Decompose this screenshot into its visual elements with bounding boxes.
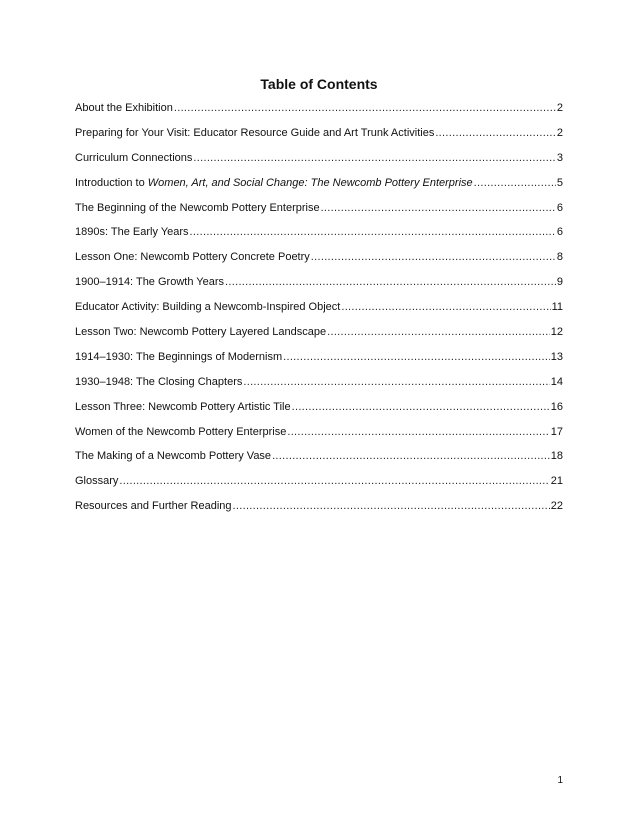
toc-entry-title-text: Curriculum Connections <box>75 151 193 164</box>
toc-page-number: 2 <box>556 126 563 139</box>
toc-dot-leader <box>225 275 556 289</box>
toc-entry-title <box>75 126 434 140</box>
toc-entry-title <box>75 474 118 488</box>
toc-entry-title <box>75 350 282 364</box>
toc-entry-title-text: 1914–1930: The Beginnings of Modernism <box>75 350 283 363</box>
toc-entry-title <box>75 499 232 513</box>
toc-page-number: 6 <box>556 201 563 214</box>
toc-page-number: 11 <box>551 301 563 314</box>
toc-entry-title-text: Lesson Three: Newcomb Pottery Artistic Tile <box>75 400 291 413</box>
toc-entry-title <box>75 225 189 239</box>
toc-entry-title-text: 1930–1948: The Closing Chapters <box>75 375 243 388</box>
toc-dot-leader <box>287 425 549 439</box>
toc-entry-title-text: The Making of a Newcomb Pottery Vase <box>75 450 272 463</box>
toc-entry[interactable] <box>75 101 563 126</box>
toc-entry-title <box>75 400 291 414</box>
toc-dot-leader <box>233 499 550 513</box>
table-of-contents <box>75 101 563 524</box>
toc-entry-title <box>75 300 340 314</box>
toc-entry-title-text: Introduction to <box>75 176 148 189</box>
toc-entry-title <box>75 449 271 463</box>
page-title: Table of Contents <box>260 76 378 92</box>
toc-dot-leader <box>327 325 550 339</box>
toc-entry-title-text: Lesson One: Newcomb Pottery Concrete Poetry <box>75 251 310 264</box>
toc-entry-title-text: The Beginning of the Newcomb Pottery Enterprise <box>75 201 320 214</box>
toc-entry[interactable] <box>75 151 563 176</box>
toc-dot-leader <box>474 176 556 190</box>
toc-page-number: 22 <box>550 500 563 513</box>
toc-page-number: 5 <box>556 176 563 189</box>
toc-entry[interactable] <box>75 225 563 250</box>
toc-entry[interactable] <box>75 350 563 375</box>
toc-entry-title <box>75 151 192 165</box>
toc-page-number: 13 <box>550 350 563 363</box>
toc-entry[interactable] <box>75 499 563 524</box>
toc-dot-leader <box>283 350 550 364</box>
toc-entry[interactable] <box>75 176 563 201</box>
toc-entry[interactable] <box>75 474 563 499</box>
toc-entry-title-text: Glossary <box>75 475 119 488</box>
toc-entry-title-text: Preparing for Your Visit: Educator Resource Guide and Art Trunk Activities <box>75 126 435 139</box>
toc-entry-title-text: 1890s: The Early Years <box>75 226 189 239</box>
toc-entry-title <box>75 250 310 264</box>
toc-page-number: 14 <box>550 375 563 388</box>
toc-dot-leader <box>292 400 550 414</box>
toc-entry[interactable] <box>75 425 563 450</box>
toc-page-number: 21 <box>550 475 563 488</box>
toc-entry-title-text: Educator Activity: Building a Newcomb-Inspired Object <box>75 301 341 314</box>
toc-entry-title <box>75 201 320 215</box>
toc-entry-title-text: 1900–1914: The Growth Years <box>75 276 225 289</box>
toc-dot-leader <box>321 201 556 215</box>
toc-entry-title <box>75 275 224 289</box>
toc-dot-leader <box>193 151 555 165</box>
toc-dot-leader <box>119 474 549 488</box>
toc-page-number: 2 <box>556 102 563 114</box>
toc-entry-title <box>75 101 173 115</box>
toc-entry[interactable] <box>75 300 563 325</box>
toc-entry-title-text: About the Exhibition <box>75 102 173 114</box>
toc-page-number: 17 <box>550 425 563 438</box>
toc-entry-title <box>75 375 242 389</box>
toc-page-number: 16 <box>550 400 563 413</box>
toc-page-number: 3 <box>556 151 563 164</box>
toc-dot-leader <box>341 300 550 314</box>
toc-dot-leader <box>272 449 550 463</box>
toc-entry-title-text: Women of the Newcomb Pottery Enterprise <box>75 425 287 438</box>
toc-entry[interactable] <box>75 375 563 400</box>
toc-entry[interactable] <box>75 250 563 275</box>
toc-entry-title-italic: Women, Art, and Social Change: The Newcomb Pottery Enterprise <box>147 176 473 189</box>
toc-entry[interactable] <box>75 275 563 300</box>
toc-entry[interactable] <box>75 325 563 350</box>
toc-dot-leader <box>174 101 556 115</box>
toc-page-number: 6 <box>556 226 563 239</box>
toc-dot-leader <box>190 225 556 239</box>
toc-page-number: 9 <box>556 276 563 289</box>
toc-entry-title <box>75 425 286 439</box>
toc-entry-title-text: Lesson Two: Newcomb Pottery Layered Landscape <box>75 326 327 339</box>
toc-page-number: 12 <box>550 326 563 339</box>
toc-entry-title-text: Resources and Further Reading <box>75 500 232 513</box>
page-number: 1 <box>557 775 563 786</box>
toc-dot-leader <box>311 250 556 264</box>
toc-entry[interactable] <box>75 449 563 474</box>
toc-entry[interactable] <box>75 400 563 425</box>
toc-page-number: 8 <box>556 251 563 264</box>
toc-entry[interactable] <box>75 201 563 226</box>
toc-entry-title <box>75 176 473 190</box>
toc-page-number: 18 <box>550 450 563 463</box>
toc-dot-leader <box>435 126 556 140</box>
toc-entry[interactable] <box>75 126 563 151</box>
toc-dot-leader <box>243 375 549 389</box>
toc-entry-title <box>75 325 326 339</box>
